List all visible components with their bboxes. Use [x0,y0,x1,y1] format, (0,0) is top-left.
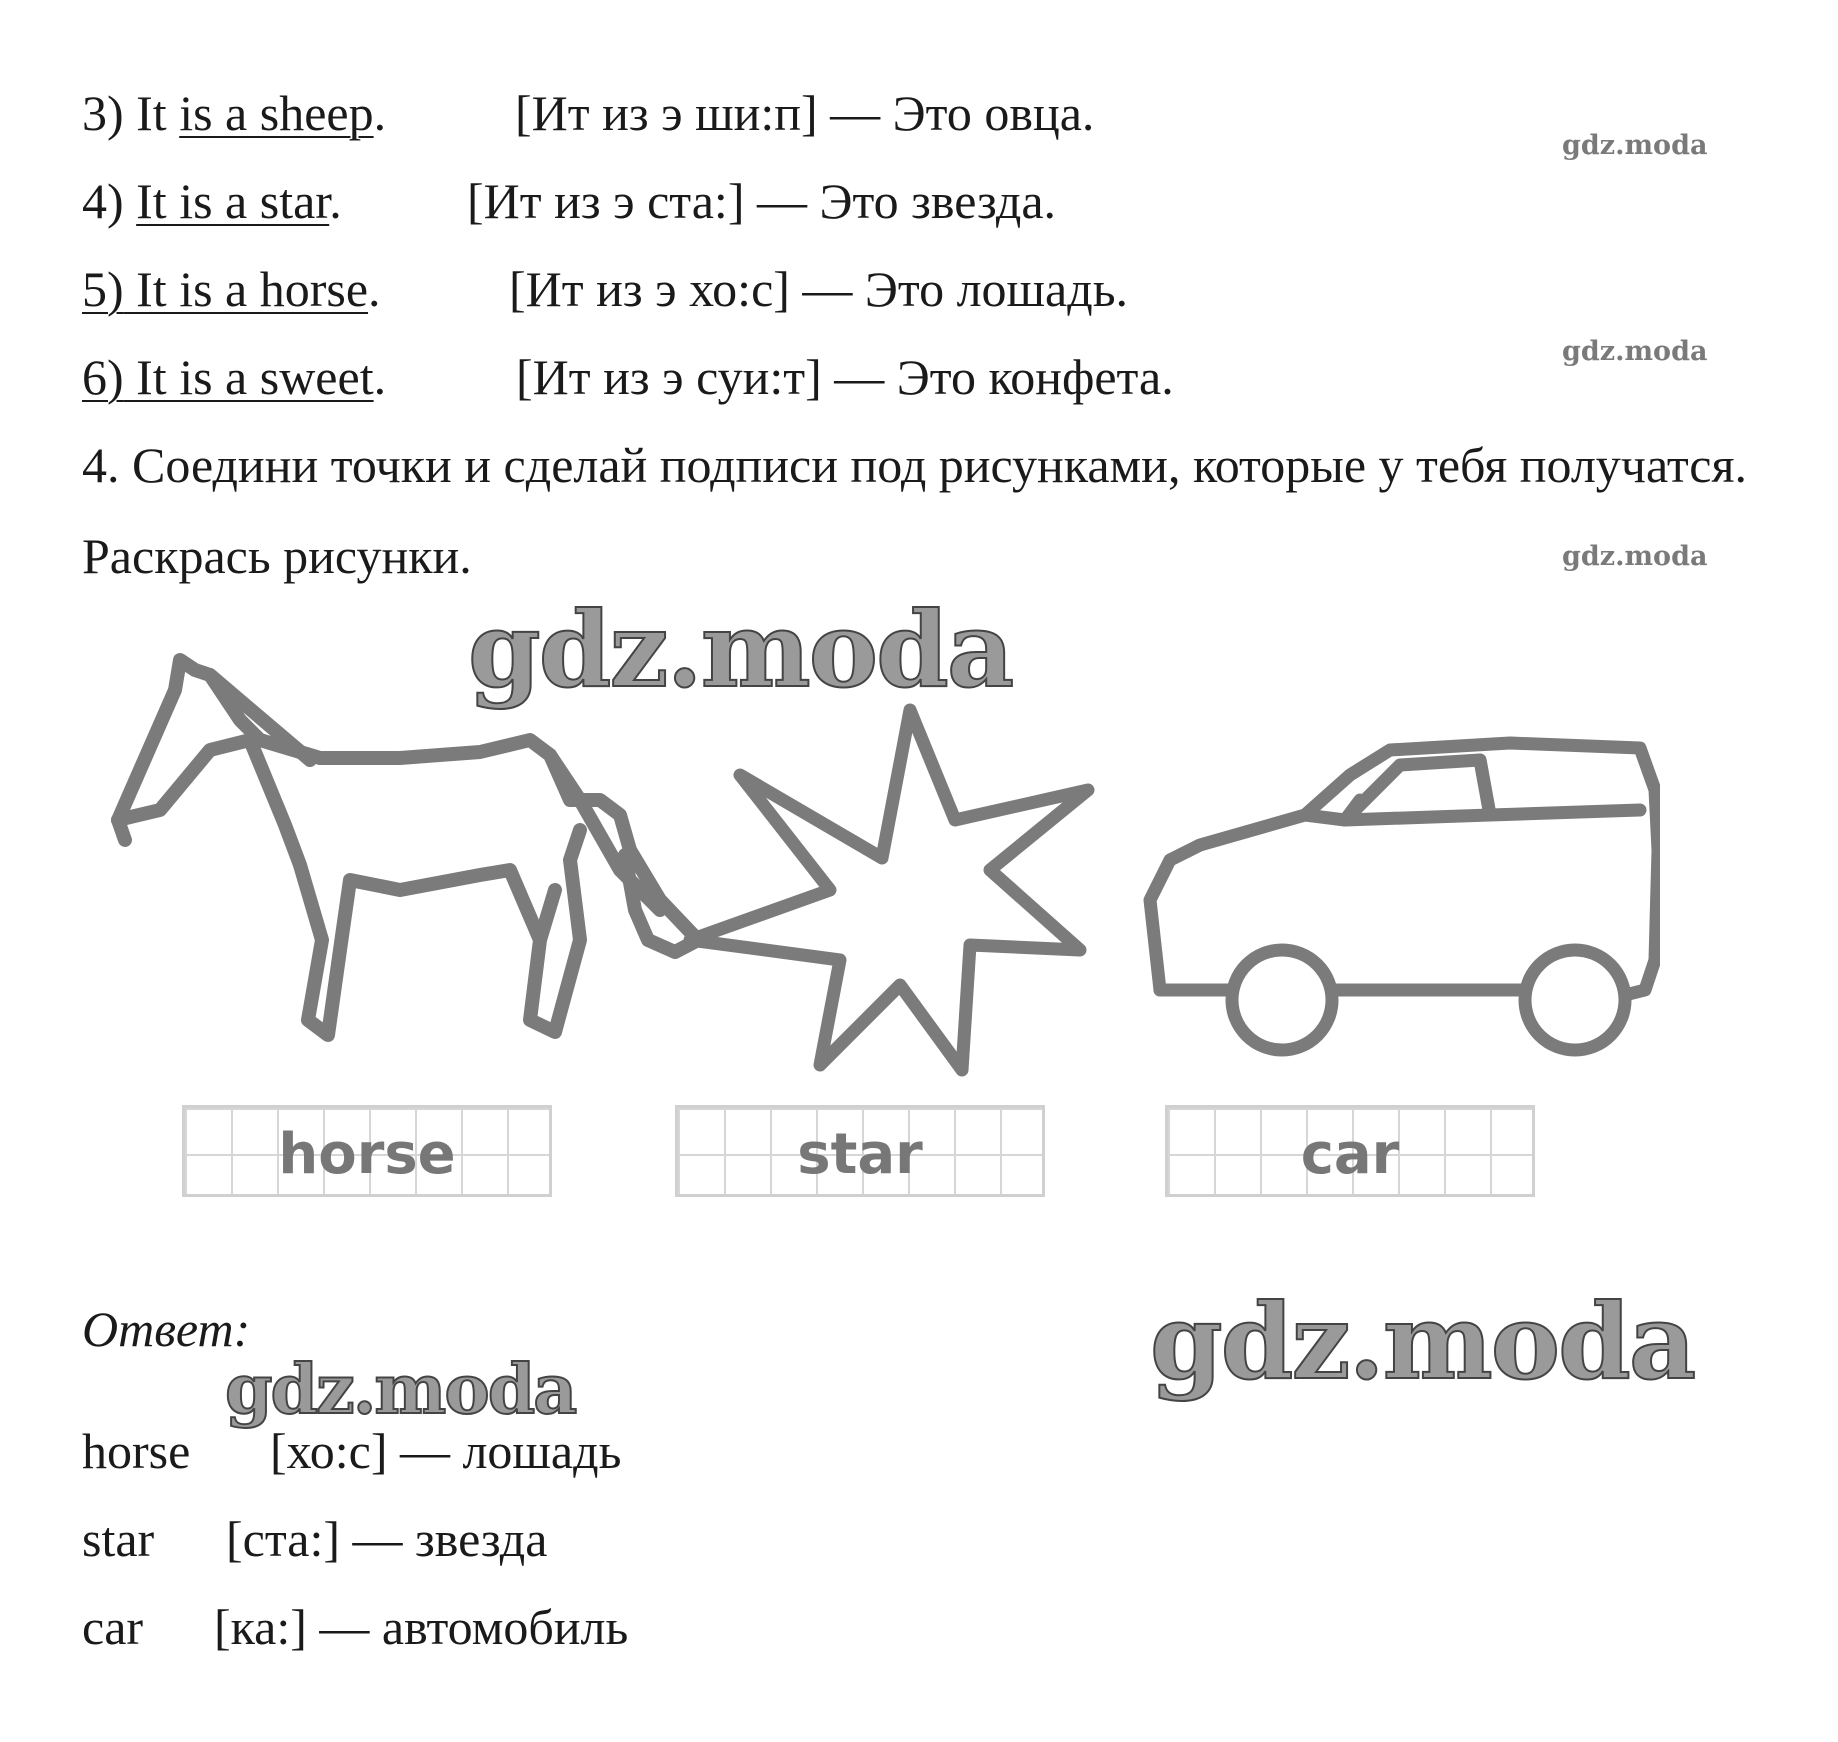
answer-word: horse [82,1423,191,1479]
sentence-number: 6) [82,349,124,405]
sentence-number: 3) [82,85,124,141]
answer-grid-horse[interactable] [182,1105,552,1197]
answer-grid-star[interactable] [675,1105,1045,1197]
answer-translation: [ста:] — звезда [226,1511,548,1567]
sentence-4: 4) It is a star. [82,173,342,229]
sentence-number: 5) [82,261,124,317]
sentence-3-translation: [Ит из э ши:п] — Это овца. [515,85,1095,141]
sentence-number: 4) [82,173,124,229]
grid-word: horse [278,1122,456,1187]
sentence-english: It is a horse [123,261,369,317]
sentence-english: It is a star [136,173,330,229]
grid-word: car [1300,1122,1400,1187]
sentence-6-translation: [Ит из э суи:т] — Это конфета. [516,349,1174,405]
answer-word: car [82,1599,144,1655]
sentence-3: 3) It is a sheep. [82,85,387,141]
horse-icon [118,660,698,1035]
watermark: gdz.moda [1562,130,1708,161]
task-text: 4. Соедини точки и сделай подписи под рисунками, которые у тебя получатся. Раскрась рисунки. [82,437,1747,584]
watermark: gdz.moda [225,1350,576,1430]
answer-label: Ответ: [82,1301,251,1357]
watermark: gdz.moda [468,588,1013,711]
star-icon [690,710,1088,1070]
watermark: gdz.moda [1562,336,1708,367]
car-icon [1150,743,1658,1050]
answer-grid-car[interactable] [1165,1105,1535,1197]
sentence-5: 5) It is a horse. [82,261,381,317]
pictures-area [100,640,1660,1240]
sentence-6: 6) It is a sweet. [82,349,387,405]
sentence-english: It is a sweet [123,349,374,405]
answer-word: star [82,1511,155,1567]
sentence-4-translation: [Ит из э ста:] — Это звезда. [467,173,1057,229]
watermark: gdz.moda [1562,541,1708,572]
answer-translation: [хо:с] — лошадь [270,1423,622,1479]
sentence-5-translation: [Ит из э хо:с] — Это лошадь. [509,261,1128,317]
answer-translation: [ка:] — автомобиль [214,1599,629,1655]
sentence-english: is a sheep [179,85,374,141]
watermark: gdz.moda [1150,1280,1695,1403]
grid-word: star [797,1122,923,1187]
